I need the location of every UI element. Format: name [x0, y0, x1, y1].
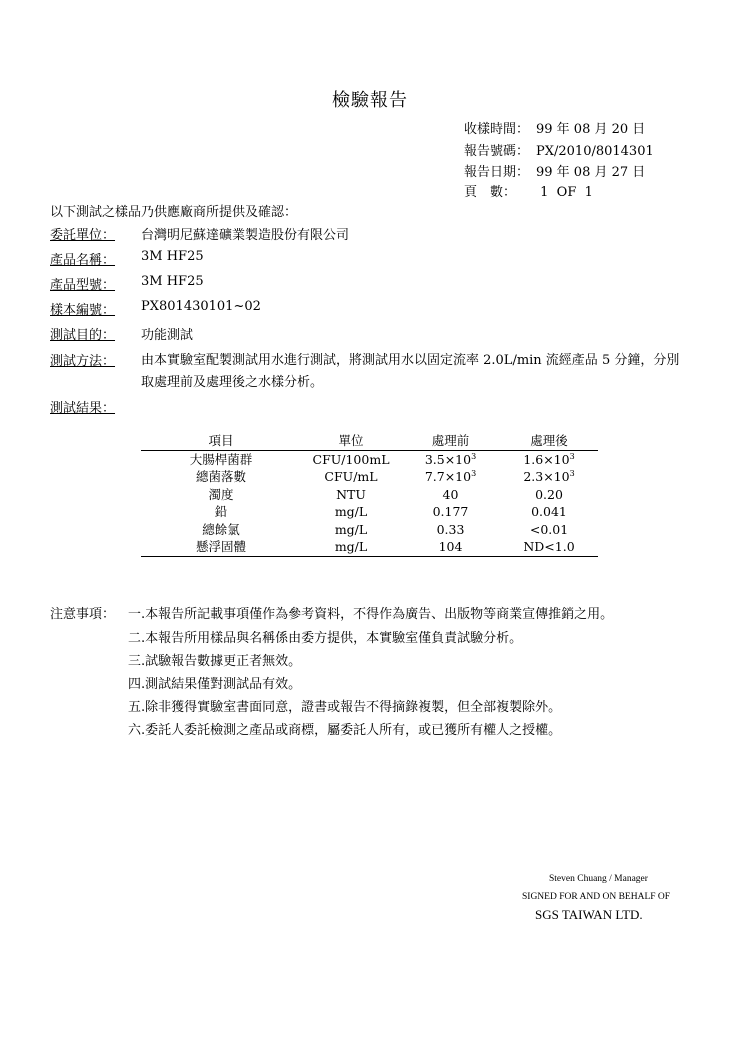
field-product-name: 產品名稱： 3M HF25 [50, 249, 204, 268]
cell-before: $7.7\times 10^3$ [424, 468, 477, 484]
field-test-method-value: 由本實驗室配製測試用水進行測試，將測試用水以固定流率 2.0L/min 流經產品 5 分鐘，分別取處理前及處理後之水樣分析。 [141, 353, 680, 390]
meta-page-count: 頁 數： 1 OF 1 [464, 185, 593, 200]
field-sample-number: 樣本編號： PX801430101~02 [50, 299, 261, 318]
cell-before: 40 [442, 486, 459, 502]
field-test-method-label: 測試方法： [50, 354, 116, 369]
notes-label: 注意事項： [50, 607, 116, 622]
header-unit: 單位 [301, 432, 401, 450]
cell-after: $1.6\times 10^3$ [523, 451, 575, 467]
signatory-name: Steven Chuang / Manager [549, 874, 648, 884]
cell-unit: mg/L [334, 504, 368, 519]
cell-item: 總餘氯 [202, 521, 240, 537]
cell-unit: NTU [336, 486, 366, 502]
field-client: 委託單位： 台灣明尼蘇達礦業製造股份有限公司 [50, 228, 350, 243]
cell-before: 104 [401, 538, 500, 556]
header-item: 項目 [141, 432, 301, 450]
note-item: 一.本報告所記載事項僅作為參考資料，不得作為廣告、出版物等商業宣傳推銷之用。 [128, 607, 614, 622]
header-before: 處理前 [401, 432, 500, 450]
cell-before: $3.5\times 10^3$ [424, 451, 477, 467]
meta-report-number: 報告號碼： PX/2010/8014301 [464, 144, 654, 159]
cell-after: $2.3\times 10^3$ [523, 468, 575, 484]
table-row [141, 468, 598, 486]
cell-item: 大腸桿菌群 [189, 451, 253, 467]
results-label: 測試結果： [50, 401, 116, 416]
cell-item: 總菌落數 [195, 469, 246, 484]
results-table [141, 432, 598, 557]
header-after: 處理後 [500, 432, 598, 450]
note-item: 六.委託人委託檢測之產品或商標，屬委託人所有，或已獲所有權人之授權。 [128, 723, 562, 738]
cell-after: ND<1.0 [500, 538, 598, 556]
note-item: 四.測試結果僅對測試品有效。 [128, 677, 302, 692]
cell-unit: mg/L [334, 521, 368, 537]
table-row [141, 538, 598, 556]
table-header-row [141, 432, 598, 450]
table-row [141, 503, 598, 521]
cell-before: 0.33 [436, 521, 465, 537]
cell-item: 懸浮固體 [141, 538, 301, 556]
signatory-line: SIGNED FOR AND ON BEHALF OF [522, 892, 671, 902]
intro-statement: 以下測試之樣品乃供應廠商所提供及確認： [50, 205, 298, 220]
table-row [141, 486, 598, 504]
cell-item: 鉛 [214, 504, 228, 519]
cell-after: <0.01 [529, 521, 569, 537]
cell-unit: CFU/100mL [312, 451, 390, 467]
field-test-purpose: 測試目的： 功能測試 [50, 328, 194, 343]
note-item: 五.除非獲得實驗室書面同意，證書或報告不得摘錄複製，但全部複製除外。 [128, 700, 562, 715]
cell-unit: mg/L [301, 538, 401, 556]
note-item: 二.本報告所用樣品與名稱係由委方提供，本實驗室僅負責試驗分析。 [128, 631, 523, 646]
table-row [141, 450, 598, 468]
cell-before: 0.177 [432, 504, 469, 519]
table-row [141, 521, 598, 539]
cell-after: 0.20 [535, 486, 563, 502]
cell-item: 濁度 [208, 486, 234, 502]
cell-unit: CFU/mL [324, 469, 378, 484]
signatory-company: SGS TAIWAN LTD. [535, 907, 643, 922]
meta-report-date: 報告日期： 99 年 08 月 27 日 [464, 165, 646, 180]
field-product-model: 產品型號： 3M HF25 [50, 274, 204, 293]
report-title: 檢驗報告 [332, 90, 408, 111]
cell-after: 0.041 [531, 504, 567, 519]
meta-received-date: 收樣時間： 99 年 08 月 20 日 [464, 122, 646, 137]
note-item: 三.試驗報告數據更正者無效。 [128, 654, 302, 669]
